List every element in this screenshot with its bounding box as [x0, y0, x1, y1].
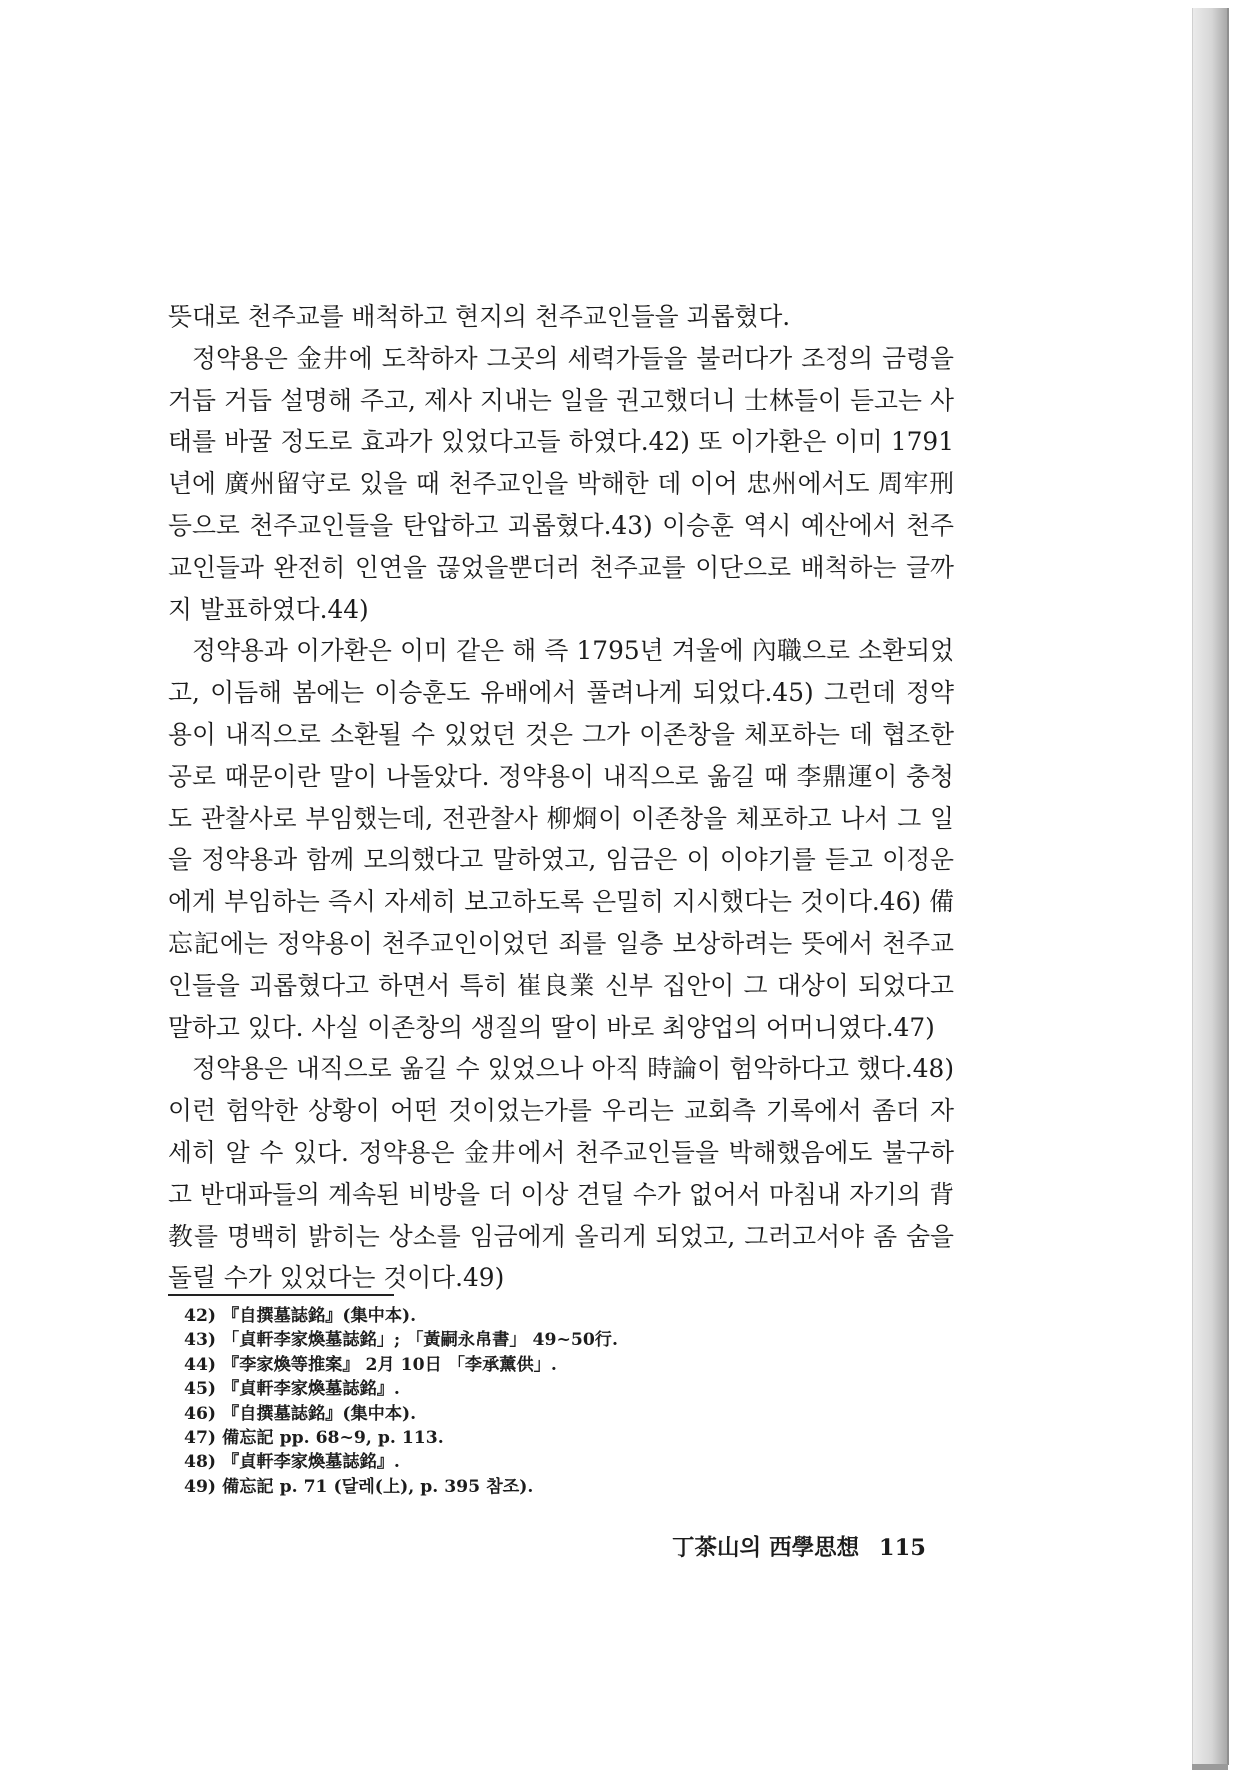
footnote: 47) 備忘記 pp. 68~9, p. 113.	[184, 1428, 444, 1449]
footnote: 43) 「貞軒李家煥墓誌銘」; 「黃嗣永帛書」 49~50行.	[184, 1330, 618, 1351]
running-footer	[672, 1530, 948, 1562]
paragraph: 정약용과 이가환은 이미 같은 해 즉 1795년 겨울에 內職으로 소환되었고, 이듬해 봄에는 이승훈도 유배에서 풀려나게 되었다.45) 그런데 정약용이 내직으로 소환될 수 있었던 것은 그가 이존창을 체포하는 데 협조한 공로 때문이란 말이 나돌았다. 정약용이 내직으로 옮길 때 李鼎運이 충청도 관찰사로 부임했는데, 전관찰사 柳烱이 이존창을 체포하고 나서 그 일을 정약용과 함께 모의했다고 말하였고, 임금은 이 이야기를 듣고 이정운에게 부임하는 즉시 자세히 보고하도록 은밀히 지시했다는 것이다.46) 備忘記에는 정약용이 천주교인이었던 죄를 일층 보상하려는 뜻에서 천주교인들을 괴롭혔다고 하면서 특히 崔良業 신부 집안이 그 대상이 되었다고 말하고 있다. 사실 이존창의 생질의 딸이 바로 최양업의 어머니였다.47)	[168, 636, 954, 1042]
page-number: 115	[878, 1535, 926, 1561]
running-title: 丁茶山의 西學思想	[672, 1535, 860, 1561]
footnote-divider	[168, 1294, 394, 1296]
page-shadow	[1192, 1764, 1228, 1770]
footnote: 42) 『自撰墓誌銘』(集中本).	[184, 1306, 417, 1326]
paragraph: 정약용은 내직으로 옮길 수 있었으나 아직 時論이 험악하다고 했다.48) 이런 험악한 상황이 어떤 것이었는가를 우리는 교회측 기록에서 좀더 자세히 알 수 있다. 정약용은 金井에서 천주교인들을 박해했음에도 불구하고 반대파들의 계속된 비방을 더 이상 견딜 수가 없어서 마침내 자기의 背教를 명백히 밝히는 상소를 임금에게 올리게 되었고, 그러고서야 좀 숨을 돌릴 수가 있었다는 것이다.49)	[168, 1054, 954, 1293]
footnote: 49) 備忘記 p. 71 (달레(上), p. 395 참조).	[184, 1476, 534, 1497]
paragraph: 정약용은 金井에 도착하자 그곳의 세력가들을 불러다가 조정의 금령을 거듭 거듭 설명해 주고, 제사 지내는 일을 권고했더니 士林들이 듣고는 사태를 바꿀 정도로 효과가 있었다고들 하였다.42) 또 이가환은 이미 1791년에 廣州留守로 있을 때 천주교인을 박해한 데 이어 忠州에서도 周牢刑 등으로 천주교인들을 탄압하고 괴롭혔다.43) 이승훈 역시 예산에서 천주교인들과 완전히 인연을 끊었을뿐더러 천주교를 이단으로 배척하는 글까지 발표하였다.44)	[168, 343, 954, 624]
body-text	[168, 296, 954, 1299]
page-edge	[1192, 8, 1229, 1765]
footnote: 45) 『貞軒李家煥墓誌銘』.	[184, 1379, 400, 1400]
footnotes	[184, 1304, 884, 1499]
footnote: 46) 『自撰墓誌銘』(集中本).	[184, 1403, 417, 1424]
footnote: 48) 『貞軒李家煥墓誌銘』.	[184, 1452, 400, 1473]
paragraph: 뜻대로 천주교를 배척하고 현지의 천주교인들을 괴롭혔다.	[168, 302, 791, 331]
footnote: 44) 『李家煥等推案』 2月 10日 「李承薰供」.	[184, 1354, 557, 1375]
